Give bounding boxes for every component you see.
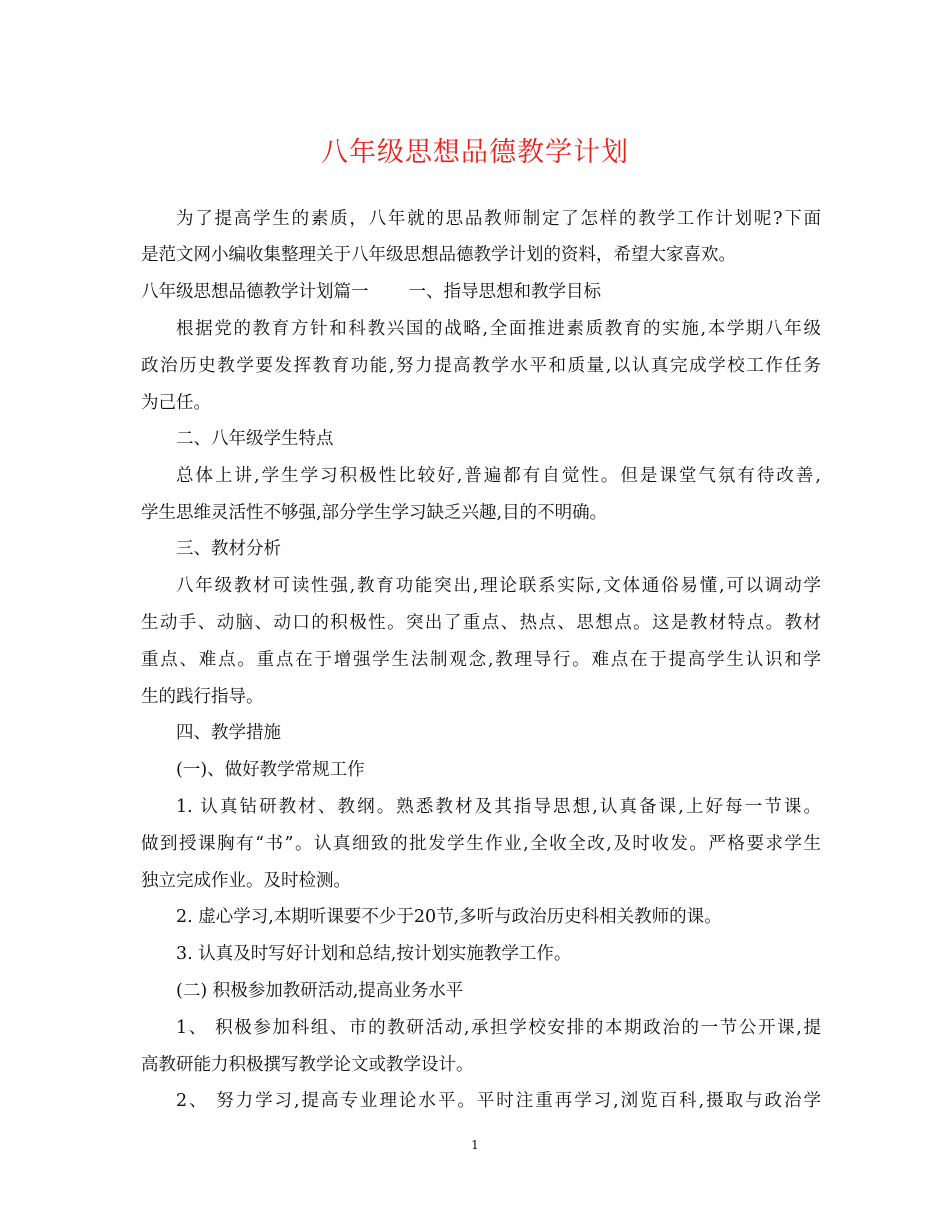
list-item-line: 高教研能力积极撰写教学论文或教学设计。 — [141, 1055, 474, 1075]
paragraph-line: 学生思维灵活性不够强,部分学生学习缺乏兴趣,目的不明确。 — [141, 503, 608, 523]
paragraph-line: 总体上讲,学生学习积极性比较好,普遍都有自觉性。但是课堂气氛有待改善, — [176, 466, 821, 486]
paragraph-line: 八年级教材可读性强,教育功能突出,理论联系实际,文体通俗易懂,可以调动学 — [176, 576, 821, 596]
paragraph-line: 生的践行指导。 — [141, 687, 264, 707]
list-item-line: 2、 努力学习,提高专业理论水平。平时注重再学习,浏览百科,摄取与政治学 — [176, 1091, 821, 1111]
page-number: 1 — [471, 1138, 479, 1152]
list-item-line: 1. 认真钻研教材、教纲。熟悉教材及其指导思想,认真备课,上好每一节课。 — [176, 797, 821, 817]
part-label: 八年级思想品德教学计划篇一 — [141, 282, 369, 302]
list-item-line: 3. 认真及时写好计划和总结,按计划实施教学工作。 — [176, 944, 572, 964]
paragraph-line: 生动手、动脑、动口的积极性。突出了重点、热点、思想点。这是教材特点。教材 — [141, 613, 821, 633]
section-heading: 三、教材分析 — [176, 539, 281, 559]
intro-line: 为了提高学生的素质，八年就的思品教师制定了怎样的教学工作计划呢?下面 — [176, 209, 821, 229]
paragraph-line: 政治历史教学要发挥教育功能,努力提高教学水平和质量,以认真完成学校工作任务 — [141, 356, 821, 376]
subsection-heading: (一)、做好教学常规工作 — [176, 760, 365, 780]
list-item-line: 1、 积极参加科组、市的教研活动,承担学校安排的本期政治的一节公开课,提 — [176, 1018, 821, 1038]
list-item-line: 做到授课胸有“书”。认真细致的批发学生作业,全收全改,及时收发。严格要求学生 — [141, 834, 821, 854]
paragraph-line: 根据党的教育方针和科教兴国的战略,全面推进素质教育的实施,本学期八年级 — [176, 319, 821, 339]
section-heading: 一、指导思想和教学目标 — [408, 282, 601, 302]
document-title: 八年级思想品德教学计划 — [321, 137, 629, 168]
section-heading: 四、教学措施 — [176, 723, 281, 743]
paragraph-line: 重点、难点。重点在于增强学生法制观念,教理导行。难点在于提高学生认识和学 — [141, 650, 821, 670]
subsection-heading: (二) 积极参加教研活动,提高业务水平 — [176, 981, 464, 1001]
intro-line: 是范文网小编收集整理关于八年级思想品德教学计划的资料，希望大家喜欢。 — [141, 245, 736, 265]
list-item-line: 独立完成作业。及时检测。 — [141, 871, 351, 891]
section-heading: 二、八年级学生特点 — [176, 429, 334, 449]
paragraph-line: 为己任。 — [141, 393, 211, 413]
part-heading-row — [141, 281, 601, 303]
list-item-line: 2. 虚心学习,本期听课要不少于20节,多听与政治历史科相关教师的课。 — [176, 907, 722, 927]
